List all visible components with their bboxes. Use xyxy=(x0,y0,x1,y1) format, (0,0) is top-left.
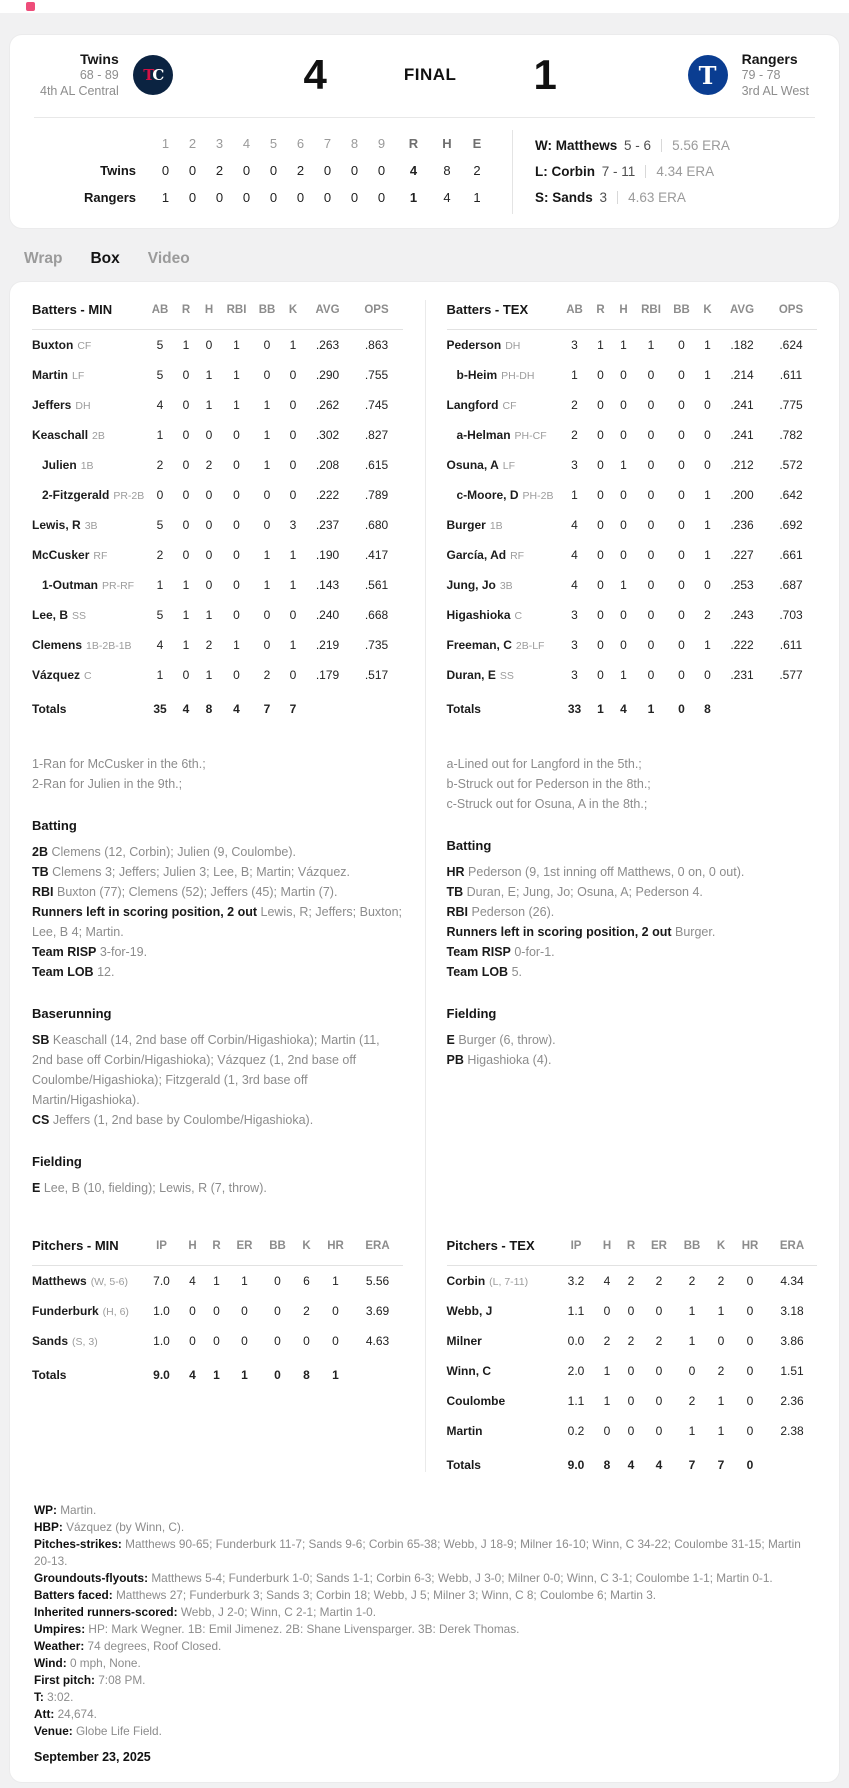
player-name-cell[interactable]: Corbin (L, 7-11) xyxy=(446,1274,529,1288)
pitcher-row: Funderburk (H, 6) 1.0 0 0 0 0 2 0 3.69 xyxy=(32,1304,390,1318)
linescore-team-name: Twins xyxy=(100,163,136,178)
player-name-cell[interactable]: Winn, C xyxy=(446,1364,492,1378)
batter-row: Freeman, C 2B-LF 3 0 0 0 0 1 .222 .611 xyxy=(446,638,803,652)
away-team xyxy=(40,51,173,99)
batter-row: Vázquez C 1 0 1 0 2 0 .179 .517 xyxy=(32,668,389,682)
player-name-cell[interactable]: Higashioka C xyxy=(446,608,523,622)
batter-row: Martin LF 5 0 1 1 0 0 .290 .755 xyxy=(32,368,389,382)
player-name-cell[interactable]: Clemens 1B-2B-1B xyxy=(32,638,132,652)
away-team-record: 68 - 89 xyxy=(79,68,119,82)
batter-row: Lewis, R 3B 5 0 0 0 0 3 .237 .680 xyxy=(32,518,389,532)
section-fielding-min: Fielding E Lee, B (10, fielding); Lewis, R (7, throw). xyxy=(32,1154,403,1198)
batter-row: Jeffers DH 4 0 1 1 1 0 .262 .745 xyxy=(32,398,389,412)
player-name-cell[interactable]: Pederson DH xyxy=(446,338,521,352)
batters-min-header: Batters - MIN AB R H RBI BB K AVG OPS xyxy=(32,292,403,330)
player-name-cell[interactable]: Vázquez C xyxy=(32,668,92,682)
note-line: 2-Ran for Julien in the 9th.; xyxy=(32,777,183,791)
batter-row: c-Moore, D PH-2B 1 0 0 0 0 1 .200 .642 xyxy=(447,480,818,510)
linescore-header: 1 2 3 4 5 6 7 8 9 R H E xyxy=(161,136,482,151)
pitcher-row: Sands (S, 3) 1.0 0 0 0 0 0 0 4.63 xyxy=(32,1334,390,1348)
section-batting-tex: Batting HR Pederson (9, 1st inning off Matthews, 0 on, 0 out). TB Duran, E; Jung, Jo; Osuna, A; Pederson 4. RBI Pederson (26). Runners left in scoring position, 2 out Burger. Team RISP 0-for-1. Team LOB 5. xyxy=(447,838,818,982)
player-name-cell[interactable]: Jung, Jo 3B xyxy=(446,578,513,592)
game-info-line: Groundouts-flyouts: Matthews 5-4; Funderburk 1-0; Sands 1-1; Corbin 6-3; Webb, J 3-0; Milner 0-0; Winn, C 3-1; Coulombe 1-1; Martin 0-1. xyxy=(34,1571,773,1585)
substitution-notes-tex xyxy=(447,754,818,814)
section-batting-min: Batting 2B Clemens (12, Corbin); Julien (9, Coulombe). TB Clemens 3; Jeffers; Julien 3; Lee, B; Martin; Vázquez. RBI Buxton (77); Clemens (52); Jeffers (45); Martin (7). Runners left in scoring position, 2 out Lewis, R; Jeffers; Buxton; Lee, B 4; Martin. Team RISP 3-for-19. Team LOB 12. xyxy=(32,818,403,982)
batter-row: Duran, E SS 3 0 1 0 0 0 .231 .577 xyxy=(446,668,803,682)
pitchers-table-tex xyxy=(425,1228,840,1476)
pitchers-tex-totals: Totals 9.0 8 4 4 7 7 0 xyxy=(446,1458,754,1472)
info-line: Team RISP 3-for-19. xyxy=(32,945,148,959)
player-name-cell[interactable]: Lee, B SS xyxy=(32,608,87,622)
player-name-cell[interactable]: Martin xyxy=(446,1424,483,1438)
home-team xyxy=(688,51,809,99)
note-line: a-Lined out for Langford in the 5th.; xyxy=(446,757,642,771)
game-info-line: Venue: Globe Life Field. xyxy=(34,1724,162,1738)
runs-cell: 1 xyxy=(409,190,418,205)
player-name-cell[interactable]: Matthews (W, 5-6) xyxy=(32,1274,129,1288)
note-line: b-Struck out for Pederson in the 8th.; xyxy=(446,777,651,791)
tab-video[interactable]: Video xyxy=(147,250,190,267)
decision-pitcher-name[interactable]: Sands xyxy=(552,190,593,205)
batter-row: Lee, B SS 5 1 1 0 0 0 .240 .668 xyxy=(32,608,389,622)
away-score: 4 xyxy=(303,51,327,98)
player-name-cell[interactable]: Webb, J xyxy=(446,1304,493,1318)
player-name-cell[interactable]: Lewis, R 3B xyxy=(32,518,98,532)
batter-row: Higashioka C 3 0 0 0 0 2 .243 .703 xyxy=(446,608,803,622)
player-name-cell[interactable]: 2-Fitzgerald PR-2B xyxy=(42,488,145,502)
divider xyxy=(645,165,646,178)
player-name-cell[interactable]: Funderburk (H, 6) xyxy=(32,1304,129,1318)
batters-min-rows xyxy=(32,330,403,690)
batter-row: Keaschall 2B 1 0 0 0 1 0 .302 .827 xyxy=(32,428,389,442)
linescore-row: Twins 0 0 2 0 0 2 0 0 0 4 8 2 xyxy=(34,157,492,184)
player-name-cell[interactable]: Buxton CF xyxy=(32,338,92,352)
game-info-line: HBP: Vázquez (by Winn, C). xyxy=(34,1520,185,1534)
info-line: SB Keaschall (14, 2nd base off Corbin/Higashioka); Martin (11, 2nd base off Corbin/Higashioka); Vázquez (1, 2nd base off Coulombe/Higashioka); Fitzgerald (1, 3rd base off Martin/Higashioka). xyxy=(32,1033,380,1107)
batters-tex-rows xyxy=(447,330,818,690)
note-line: c-Struck out for Osuna, A in the 8th.; xyxy=(446,797,648,811)
boxscore-card xyxy=(10,282,839,1782)
info-line: RBI Pederson (26). xyxy=(446,905,555,919)
scoreboard-card xyxy=(10,35,839,228)
batter-row: García, Ad RF 4 0 0 0 0 1 .227 .661 xyxy=(446,548,803,562)
divider xyxy=(617,191,618,204)
info-line: RBI Buxton (77); Clemens (52); Jeffers (45); Martin (7). xyxy=(32,885,338,899)
batter-row: Jung, Jo 3B 4 0 1 0 0 0 .253 .687 xyxy=(446,578,803,592)
site-logo-icon[interactable] xyxy=(26,2,35,11)
batter-row: a-Helman PH-CF 2 0 0 0 0 0 .241 .782 xyxy=(447,420,818,450)
decision-row: W: Matthews 5 - 6 5.56 ERA xyxy=(535,138,730,153)
player-name-cell[interactable]: Langford CF xyxy=(446,398,517,412)
batters-table-min xyxy=(32,292,403,720)
info-line: E Lee, B (10, fielding); Lewis, R (7, throw). xyxy=(32,1181,267,1195)
home-team-standing: 3rd AL West xyxy=(741,84,809,98)
batter-row: Osuna, A LF 3 0 1 0 0 0 .212 .572 xyxy=(446,458,803,472)
batter-row: 2-Fitzgerald PR-2B 0 0 0 0 0 0 .222 .789 xyxy=(32,480,403,510)
pitchers-min-rows xyxy=(32,1266,403,1356)
info-line: E Burger (6, throw). xyxy=(446,1033,556,1047)
decision-row: S: Sands 3 4.63 ERA xyxy=(535,190,686,205)
game-info-line: WP: Martin. xyxy=(34,1503,97,1517)
pitchers-min-header: Pitchers - MIN IP H R ER BB K HR ERA xyxy=(32,1228,403,1266)
pitchers-tex-rows xyxy=(447,1266,818,1446)
player-name-cell[interactable]: Coulombe xyxy=(446,1394,506,1408)
player-name-cell[interactable]: 1-Outman PR-RF xyxy=(42,578,135,592)
batters-tex-header: Batters - TEX AB R H RBI BB K AVG OPS xyxy=(447,292,818,330)
min-column xyxy=(10,292,425,1198)
info-line: Team LOB 12. xyxy=(32,965,115,979)
pitchers-min-totals: Totals 9.0 4 1 1 0 8 1 xyxy=(32,1368,339,1382)
pitchers-table-min xyxy=(10,1228,425,1476)
batters-min-totals: Totals 35 4 8 4 7 7 xyxy=(32,702,297,716)
player-name-cell[interactable]: Julien 1B xyxy=(42,458,94,472)
batter-row: Burger 1B 4 0 0 0 0 1 .236 .692 xyxy=(446,518,803,532)
batter-row: Langford CF 2 0 0 0 0 0 .241 .775 xyxy=(446,398,803,412)
decision-pitcher-name[interactable]: Matthews xyxy=(555,138,618,153)
hits-cell: 8 xyxy=(443,163,451,178)
pitchers-tex-header: Pitchers - TEX IP H R ER BB K HR ERA xyxy=(447,1228,818,1266)
player-name-cell[interactable]: García, Ad RF xyxy=(446,548,525,562)
home-team-name: Rangers xyxy=(741,51,798,67)
game-info-line: Batters faced: Matthews 27; Funderburk 3; Sands 3; Corbin 18; Webb, J 5; Milner 3; Winn, C 8; Coulombe 6; Martin 3. xyxy=(34,1588,657,1602)
note-line: 1-Ran for McCusker in the 6th.; xyxy=(32,757,206,771)
info-line: Team LOB 5. xyxy=(446,965,523,979)
linescore-row: Rangers 1 0 0 0 0 0 0 0 0 1 4 1 xyxy=(34,184,492,211)
game-info-section xyxy=(10,1476,839,1764)
info-line: TB Duran, E; Jung, Jo; Osuna, A; Pederson 4. xyxy=(446,885,703,899)
batters-table-tex xyxy=(447,292,818,720)
section-fielding-tex: Fielding E Burger (6, throw). PB Higashioka (4). xyxy=(447,1006,818,1070)
info-line: CS Jeffers (1, 2nd base by Coulombe/Higashioka). xyxy=(32,1113,314,1127)
player-name-cell[interactable]: b-Heim PH-DH xyxy=(456,368,535,382)
runs-cell: 4 xyxy=(409,163,418,178)
linescore-table xyxy=(34,130,492,214)
info-line: PB Higashioka (4). xyxy=(446,1053,552,1067)
player-name-cell[interactable]: Keaschall 2B xyxy=(32,428,105,442)
batter-row: Clemens 1B-2B-1B 4 1 2 1 0 1 .219 .735 xyxy=(32,638,389,652)
player-name-cell[interactable]: Freeman, C 2B-LF xyxy=(446,638,545,652)
game-info-line: Att: 24,674. xyxy=(34,1707,97,1721)
home-score: 1 xyxy=(533,51,557,98)
info-line: Runners left in scoring position, 2 out Burger. xyxy=(446,925,716,939)
pitcher-row: Coulombe 1.1 1 0 0 2 1 0 2.36 xyxy=(446,1394,804,1408)
batter-row: Buxton CF 5 1 0 1 0 1 .263 .863 xyxy=(32,338,389,352)
pitcher-decisions xyxy=(512,130,730,214)
away-team-standing: 4th AL Central xyxy=(40,84,119,98)
player-name-cell[interactable]: Sands (S, 3) xyxy=(32,1334,98,1348)
top-bar xyxy=(0,0,849,13)
table-title: Batters - MIN xyxy=(32,302,113,317)
pitcher-row: Corbin (L, 7-11) 3.2 4 2 2 2 2 0 4.34 xyxy=(446,1274,804,1288)
player-name-cell[interactable]: McCusker RF xyxy=(32,548,108,562)
pitcher-row: Milner 0.0 2 2 2 1 0 0 3.86 xyxy=(446,1334,804,1348)
tab-bar xyxy=(0,228,849,282)
table-title: Pitchers - TEX xyxy=(446,1238,535,1253)
pitcher-row: Webb, J 1.1 0 0 0 1 1 0 3.18 xyxy=(446,1304,804,1318)
batter-row: 1-Outman PR-RF 1 1 0 0 1 1 .143 .561 xyxy=(32,570,403,600)
player-name-cell[interactable]: Duran, E SS xyxy=(446,668,514,682)
tex-column xyxy=(425,292,840,1198)
home-team-record: 79 - 78 xyxy=(741,68,781,82)
section-baserunning-min: Baserunning SB Keaschall (14, 2nd base off Corbin/Higashioka); Martin (11, 2nd base off Corbin/Higashioka); Vázquez (1, 2nd base off Coulombe/Higashioka); Fitzgerald (1, 3rd base off Martin/Higashioka). CS Jeffers (1, 2nd base by Coulombe/Higashioka). xyxy=(32,1006,403,1130)
batter-row: McCusker RF 2 0 0 0 1 1 .190 .417 xyxy=(32,548,389,562)
game-info-line: Weather: 74 degrees, Roof Closed. xyxy=(34,1639,222,1653)
divider xyxy=(661,139,662,152)
batter-row: b-Heim PH-DH 1 0 0 0 0 1 .214 .611 xyxy=(447,360,818,390)
info-line: TB Clemens 3; Jeffers; Julien 3; Lee, B; Martin; Vázquez. xyxy=(32,865,350,879)
linescore-team-name: Rangers xyxy=(83,190,136,205)
linescore-section xyxy=(34,118,815,228)
substitution-notes-min xyxy=(32,754,403,794)
batter-row: Julien 1B 2 0 2 0 1 0 .208 .615 xyxy=(32,450,403,480)
table-title: Pitchers - MIN xyxy=(32,1238,119,1253)
game-info-line: T: 3:02. xyxy=(34,1690,74,1704)
pitcher-row: Matthews (W, 5-6) 7.0 4 1 1 0 6 1 5.56 xyxy=(32,1274,390,1288)
game-info-line: Umpires: HP: Mark Wegner. 1B: Emil Jimenez. 2B: Shane Livensparger. 3B: Derek Thomas. xyxy=(34,1622,520,1636)
info-line: Team RISP 0-for-1. xyxy=(446,945,555,959)
errors-cell: 1 xyxy=(473,190,481,205)
player-name-cell[interactable]: Burger 1B xyxy=(446,518,503,532)
info-line: 2B Clemens (12, Corbin); Julien (9, Coulombe). xyxy=(32,845,297,859)
game-info-line: Pitches-strikes: Matthews 90-65; Funderburk 11-7; Sands 9-6; Corbin 65-38; Webb, J 18-9; Milner 16-10; Winn, C 34-22; Coulombe 31-15; Martin 20-13. xyxy=(34,1537,801,1568)
game-info-line: Wind: 0 mph, None. xyxy=(34,1656,141,1670)
table-title: Batters - TEX xyxy=(446,302,529,317)
game-date: September 23, 2025 xyxy=(34,1750,151,1764)
game-status: FINAL xyxy=(403,65,457,84)
decision-row: L: Corbin 7 - 11 4.34 ERA xyxy=(535,164,715,179)
player-name-cell[interactable]: Osuna, A LF xyxy=(446,458,515,472)
game-info-line: Inherited runners-scored: Webb, J 2-0; Winn, C 2-1; Martin 1-0. xyxy=(34,1605,376,1619)
player-name-cell[interactable]: Milner xyxy=(446,1334,482,1348)
linescore-rows xyxy=(34,157,492,211)
player-name-cell[interactable]: Martin LF xyxy=(32,368,85,382)
player-name-cell[interactable]: a-Helman PH-CF xyxy=(456,428,547,442)
errors-cell: 2 xyxy=(473,163,481,178)
tab-box[interactable]: Box xyxy=(90,250,120,267)
game-info-line: First pitch: 7:08 PM. xyxy=(34,1673,146,1687)
batter-row: Pederson DH 3 1 1 1 0 1 .182 .624 xyxy=(446,338,803,352)
pitcher-row: Winn, C 2.0 1 0 0 0 2 0 1.51 xyxy=(446,1364,804,1378)
rangers-logo-icon: T xyxy=(688,55,728,95)
player-name-cell[interactable]: Jeffers DH xyxy=(32,398,91,412)
batters-tex-totals: Totals 33 1 4 1 0 8 xyxy=(446,702,711,716)
info-line: Runners left in scoring position, 2 out Lewis, R; Jeffers; Buxton; Lee, B 4; Martin. xyxy=(32,905,402,939)
twins-logo-icon: T C xyxy=(133,55,173,95)
tab-wrap[interactable]: Wrap xyxy=(24,250,63,267)
decision-pitcher-name[interactable]: Corbin xyxy=(551,164,596,179)
score-strip xyxy=(173,51,688,99)
scoreboard-header xyxy=(10,35,839,117)
player-name-cell[interactable]: c-Moore, D PH-2B xyxy=(456,488,554,502)
away-team-name: Twins xyxy=(80,51,119,67)
hits-cell: 4 xyxy=(443,190,451,205)
info-line: HR Pederson (9, 1st inning off Matthews, 0 on, 0 out). xyxy=(446,865,745,879)
pitcher-row: Martin 0.2 0 0 0 1 1 0 2.38 xyxy=(446,1424,804,1438)
